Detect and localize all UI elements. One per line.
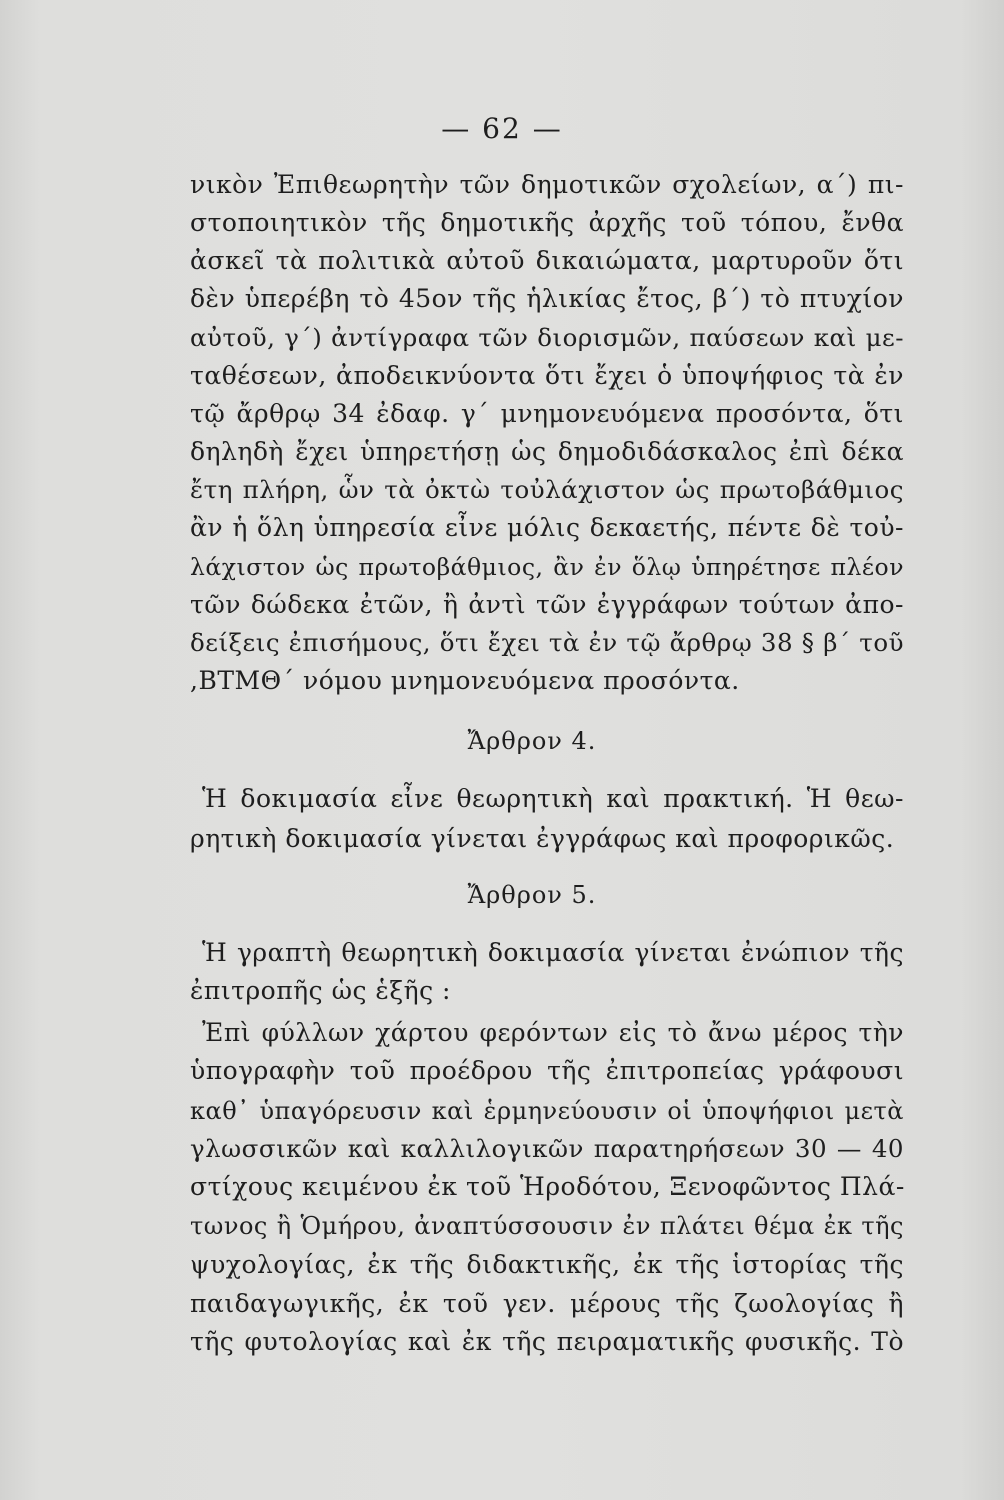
text-line: τωνος ἢ Ὁμήρου, ἀναπτύσσουσιν ἐν πλάτει θέμα ἐκ τῆς (190, 1212, 904, 1240)
text-line: στοποιητικὸν τῆς δημοτικῆς ἀρχῆς τοῦ τόπου, ἔνθα (190, 208, 904, 237)
text-line: Ἡ δοκιμασία εἶνε θεωρητικὴ καὶ πρακτική. Ἡ θεω- (202, 784, 904, 813)
text-line: παιδαγωγικῆς, ἐκ τοῦ γεν. μέρους τῆς ζωολογίας ἢ (190, 1289, 904, 1318)
text-line: δηληδὴ ἔχει ὑπηρετήσῃ ὡς δημοδιδάσκαλος ἐπὶ δέκα (190, 437, 904, 466)
text-line: τῶν δώδεκα ἐτῶν, ἢ ἀντὶ τῶν ἐγγράφων τούτων ἀπο- (190, 590, 904, 619)
page-number: — 62 — (441, 112, 563, 145)
text-line: αὐτοῦ, γ΄) ἀντίγραφα τῶν διορισμῶν, παύσεων καὶ με- (190, 323, 904, 352)
text-line: ψυχολογίας, ἐκ τῆς διδακτικῆς, ἐκ τῆς ἱστορίας τῆς (190, 1250, 904, 1279)
text-line: Ἐπὶ φύλλων χάρτου φερόντων εἰς τὸ ἄνω μέρος τὴν (202, 1018, 904, 1047)
text-line: τῷ ἄρθρῳ 34 ἐδαφ. γ΄ μνημονευόμενα προσόντα, ὅτι (190, 399, 904, 428)
text-line: γλωσσικῶν καὶ καλλιλογικῶν παρατηρήσεων 30 — 40 (190, 1134, 904, 1163)
text-line: ,ΒΤΜΘ΄ νόμου μνημονευόμενα προσόντα. (190, 666, 740, 695)
text-line: δείξεις ἐπισήμους, ὅτι ἔχει τὰ ἐν τῷ ἄρθρῳ 38 § β΄ τοῦ (190, 628, 904, 657)
text-line: Ἡ γραπτὴ θεωρητικὴ δοκιμασία γίνεται ἐνώπιον τῆς (202, 938, 904, 967)
article-4-heading: Ἄρθρον 4. (467, 727, 597, 755)
text-line: νικὸν Ἐπιθεωρητὴν τῶν δημοτικῶν σχολείων, α΄) πι- (190, 170, 904, 199)
text-line: καθ᾿ ὑπαγόρευσιν καὶ ἑρμηνεύουσιν οἱ ὑποψήφιοι μετὰ (190, 1097, 904, 1125)
text-line: ὑπογραφὴν τοῦ προέδρου τῆς ἐπιτροπείας γράφουσι (190, 1056, 904, 1085)
text-line: ἂν ἡ ὅλη ὑπηρεσία εἶνε μόλις δεκαετής, πέντε δὲ τοὐ- (190, 513, 904, 542)
text-line: δὲν ὑπερέβη τὸ 45ον τῆς ἡλικίας ἔτος, β΄) τὸ πτυχίον (190, 284, 904, 313)
text-line: ἐπιτροπῆς ὡς ἑξῆς : (190, 976, 451, 1005)
text-line: ταθέσεων, ἀποδεικνύοντα ὅτι ἔχει ὁ ὑποψήφιος τὰ ἐν (190, 361, 904, 390)
text-line: λάχιστον ὡς πρωτοβάθμιος, ἂν ἐν ὅλῳ ὑπηρέτησε πλέον (190, 553, 904, 581)
text-line: ρητικὴ δοκιμασία γίνεται ἐγγράφως καὶ προφορικῶς. (190, 824, 895, 853)
article-5-heading: Ἄρθρον 5. (467, 881, 597, 909)
text-line: ἔτη πλήρη, ὧν τὰ ὀκτὼ τοὐλάχιστον ὡς πρωτοβάθμιος (190, 475, 904, 504)
text-line: στίχους κειμένου ἐκ τοῦ Ἡροδότου, Ξενοφῶντος Πλά- (190, 1172, 905, 1201)
text-line: τῆς φυτολογίας καὶ ἐκ τῆς πειραματικῆς φυσικῆς. Τὸ (190, 1327, 904, 1356)
text-line: ἀσκεῖ τὰ πολιτικὰ αὐτοῦ δικαιώματα, μαρτυροῦν ὅτι (190, 246, 904, 275)
